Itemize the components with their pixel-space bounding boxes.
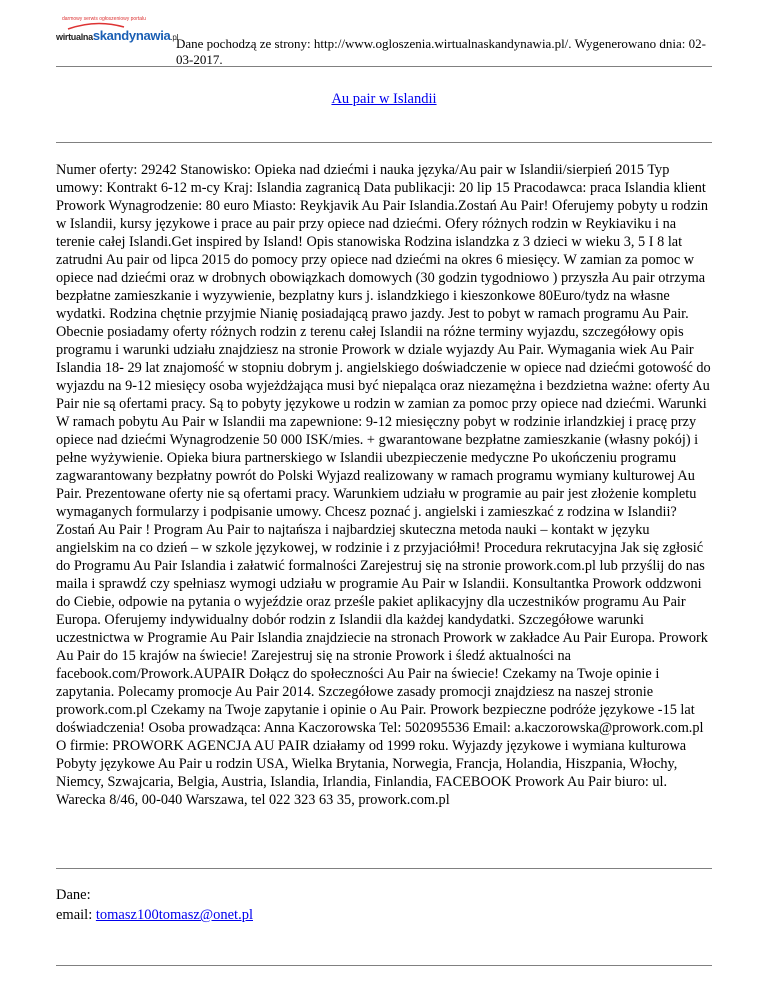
divider <box>56 142 712 143</box>
source-note: Dane pochodzą ze strony: http://www.ogloszenia.wirtualnaskandynawia.pl/. Wygenerowano dnia: 02-03-2017. <box>176 36 706 67</box>
site-logo <box>56 16 179 52</box>
logo-brand <box>56 28 178 43</box>
email-label: email: <box>56 907 93 923</box>
logo-brand-prefix: wirtualna <box>56 32 93 42</box>
title-link[interactable]: Au pair w Islandii <box>331 91 437 107</box>
logo-brand-main: skandynawia <box>92 28 171 43</box>
offer-description: Numer oferty: 29242 Stanowisko: Opieka nad dziećmi i nauka języka/Au pair w Islandii/sierpień 2015 Typ umowy: Kontrakt 6-12 m-cy Kraj: Islandia zagranicą Data publikacji: 20 lip 15 Pracodawca: praca Islandia klient Prowork Wynagrodzenie: 80 euro Miasto: Reykjavik Au Pair Islandia.Zostań Au Pair! Oferujemy pobyty u rodzin w Islandii, kursy językowe i prace au pair przy opiece nad dziećmi. Ofery różnych rodzin w Reykiaviku i na terenie całej Islandi.Get inspired by Island! Opis stanowiska Rodzina islandzka z 3 dzieci w wieku 3, 5 I 8 lat zatrudni Au pair od lipca 2015 do pomocy przy opiece nad dziećmi na okres 6 miesięcy. W zamian za pomoc w opiece nad dziećmi oraz w drobnych obowiązkach domowych (30 godzin tygodniowo ) przyszła Au pair otrzyma bezpłatne zamieszkanie i wyzywienie, bezplatny kurs j. islandzkiego i kieszonkowe 80Euro/tydz na własne wydatki. Rodzina chętnie przyjmie Nianię posiadającą prawo jazdy. Jest to pobyt w ramach programu Au Pair. Obecnie posiadamy oferty różnych rodzin z terenu całej Islandii na różne terminy wyjazdu, szczegółowy opis programu i warunki udziału znajdziesz na stronie Prowork w dziale wyjazdy Au Pair. Wymagania wiek Au Pair Islandia 18- 29 lat znajomość w stopniu dobrym j. angielskiego doświadczenie w opiece nad dziećmi gotowość do wyjazdu na 9-12 miesięcy osoba wyjeżdżająca musi być niepaląca oraz niezamężna i bezdzietna ważne: oferty Au Pair nie są ofertami pracy. Są to pobyty językowe u rodzin w zamian za pomoc przy opiece nad dziećmi. Warunki W ramach pobytu Au Pair w Islandii ma zapewnione: 9-12 miesięczny pobyt w rodzinie irlandzkiej i pracę przy opiece nad dziećmi Wynagrodzenie 50 000 ISK/mies. + gwarantowane bezpłatne zamieszkanie (własny pokój) i pełne wyżywienie. Opieka biura partnerskiego w Islandii ubezpieczenie medyczne Po ukończeniu programu zagwarantowany bezpłatny powrót do Polski Wyjazd realizowany w ramach programu wymiany kulturowej Au Pair. Prezentowane oferty nie są ofertami pracy. Warunkiem udziału w programie au pair jest złożenie kompletu wymaganych formularzy i podpisanie umowy. Chcesz poznać j. angielski i zamieszkać z rodzina w Islandii? Zostań Au Pair ! Program Au Pair to najtańsza i najbardziej skuteczna metoda nauki – kontakt w języku angielskim na co dzień – w szkole językowej, w rodzinie i z przyjaciółmi! Procedura rekrutacyjna Jak się zgłosić do Programu Au Pair Islandia i załatwić formalności Zarejestruj się na stronie prowork.com.pl lub przyślij do nas maila i sprawdź czy spełniasz wymogi udziału w programie Au Pair w Islandii. Konsultantka Prowork oddzwoni do Ciebie, odpowie na pytania o wyjeździe oraz prześle pakiet aplikacyjny dla uczestników programu Au Pair Europa. Oferujemy indywidualny dobór rodzin z Islandii dla każdej kandydatki. Szczegółowe warunki uczestnictwa w Programie Au Pair Islandia znajdziecie na stronach Prowork w zakładce Au Pair Europa. Prowork Au Pair do 15 krajów na świecie! Zarejestruj się na stronie Prowork i śledź aktualności na facebook.com/Prowork.AUPAIR Dołącz do społeczności Au Pair na świecie! Czekamy na Twoje opinie i zapytania. Polecamy promocje Au Pair 2014. Szczegółowe zasady promocji znajdziesz na naszej stronie prowork.com.pl Czekamy na Twoje zapytanie i opinie o Au Pair. Prowork bezpieczne podróże językowe -15 lat doświadczenia! Osoba prowadząca: Anna Kaczorowska Tel: 502095536 Email: a.kaczorowska@prowork.com.pl O firmie: PROWORK AGENCJA AU PAIR działamy od 1999 roku. Wyjazdy językowe i wymiana kulturowa Pobyty językowe Au Pair u rodzin USA, Wielka Brytania, Norwegia, Francja, Holandia, Hiszpania, Włochy, Niemcy, Szwajcaria, Belgia, Austria, Islandia, Irlandia, Finlandia, FACEBOOK Prowork Au Pair biuro: ul. Warecka 8/46, 00-040 Warszawa, tel 022 323 63 35, prowork.com.pl <box>56 162 711 808</box>
divider <box>56 868 712 869</box>
contact-label: Dane: <box>56 887 91 903</box>
contact-email-row <box>56 905 253 925</box>
divider <box>56 66 712 67</box>
divider <box>56 965 712 966</box>
logo-brand-suffix: .pl <box>170 33 179 42</box>
contact-footer <box>56 885 253 925</box>
email-link[interactable]: tomasz100tomasz@onet.pl <box>95 907 253 923</box>
page-header <box>56 14 712 66</box>
page-title <box>56 91 712 108</box>
logo-tagline: darmowy serwis ogłoszeniowy portalu <box>62 16 146 22</box>
